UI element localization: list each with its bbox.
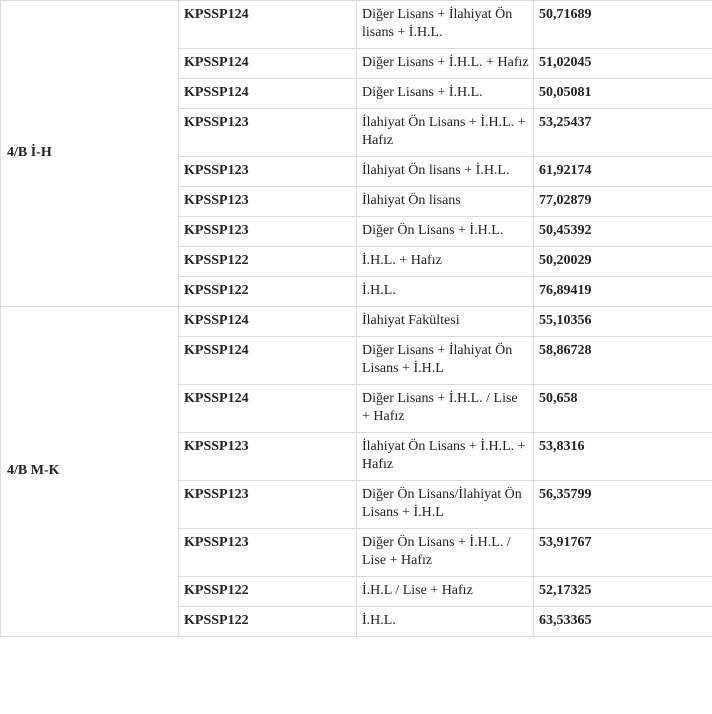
program-code-cell: KPSSP122 (179, 247, 357, 277)
score-cell: 55,10356 (534, 307, 712, 337)
program-code-cell: KPSSP123 (179, 481, 357, 529)
education-description-cell: Diğer Lisans + İ.H.L. (357, 79, 534, 109)
program-code-cell: KPSSP124 (179, 79, 357, 109)
education-description-cell: İlahiyat Ön Lisans + İ.H.L. + Hafız (357, 433, 534, 481)
score-cell: 50,05081 (534, 79, 712, 109)
education-description-cell: İ.H.L. (357, 277, 534, 307)
program-code-cell: KPSSP122 (179, 607, 357, 637)
education-description-cell: Diğer Lisans + İ.H.L. / Lise + Hafız (357, 385, 534, 433)
program-code-cell: KPSSP123 (179, 433, 357, 481)
score-cell: 63,53365 (534, 607, 712, 637)
education-description-cell: İ.H.L. + Hafız (357, 247, 534, 277)
program-code-cell: KPSSP122 (179, 577, 357, 607)
education-description-cell: İ.H.L. (357, 607, 534, 637)
education-description-cell: Diğer Ön Lisans/İlahiyat Ön Lisans + İ.H.L (357, 481, 534, 529)
program-code-cell: KPSSP123 (179, 529, 357, 577)
score-cell: 53,91767 (534, 529, 712, 577)
program-code-cell: KPSSP124 (179, 337, 357, 385)
education-description-cell: İlahiyat Ön Lisans + İ.H.L. + Hafız (357, 109, 534, 157)
score-cell: 50,71689 (534, 1, 712, 49)
education-description-cell: İlahiyat Ön lisans (357, 187, 534, 217)
education-description-cell: Diğer Ön Lisans + İ.H.L. (357, 217, 534, 247)
program-code-cell: KPSSP123 (179, 109, 357, 157)
program-code-cell: KPSSP123 (179, 217, 357, 247)
score-cell: 76,89419 (534, 277, 712, 307)
table-body (1, 1, 712, 637)
table-row (1, 1, 712, 49)
table-row (1, 307, 712, 337)
education-description-cell: İlahiyat Ön lisans + İ.H.L. (357, 157, 534, 187)
program-code-cell: KPSSP124 (179, 385, 357, 433)
score-cell: 50,20029 (534, 247, 712, 277)
education-description-cell: Diğer Lisans + İlahiyat Ön Lisans + İ.H.L (357, 337, 534, 385)
score-cell: 58,86728 (534, 337, 712, 385)
score-cell: 52,17325 (534, 577, 712, 607)
program-code-cell: KPSSP124 (179, 307, 357, 337)
score-cell: 77,02879 (534, 187, 712, 217)
program-code-cell: KPSSP124 (179, 1, 357, 49)
score-cell: 56,35799 (534, 481, 712, 529)
education-description-cell: Diğer Lisans + İ.H.L. + Hafız (357, 49, 534, 79)
score-cell: 51,02045 (534, 49, 712, 79)
score-cell: 53,8316 (534, 433, 712, 481)
score-cell: 53,25437 (534, 109, 712, 157)
score-cell: 50,45392 (534, 217, 712, 247)
score-cell: 61,92174 (534, 157, 712, 187)
group-label: 4/B M-K (1, 307, 179, 637)
education-description-cell: Diğer Ön Lisans + İ.H.L. / Lise + Hafız (357, 529, 534, 577)
group-label: 4/B İ-H (1, 1, 179, 307)
program-code-cell: KPSSP122 (179, 277, 357, 307)
program-code-cell: KPSSP123 (179, 157, 357, 187)
education-description-cell: İ.H.L / Lise + Hafız (357, 577, 534, 607)
education-description-cell: İlahiyat Fakültesi (357, 307, 534, 337)
program-code-cell: KPSSP124 (179, 49, 357, 79)
education-description-cell: Diğer Lisans + İlahiyat Ön lisans + İ.H.L. (357, 1, 534, 49)
score-cell: 50,658 (534, 385, 712, 433)
program-code-cell: KPSSP123 (179, 187, 357, 217)
